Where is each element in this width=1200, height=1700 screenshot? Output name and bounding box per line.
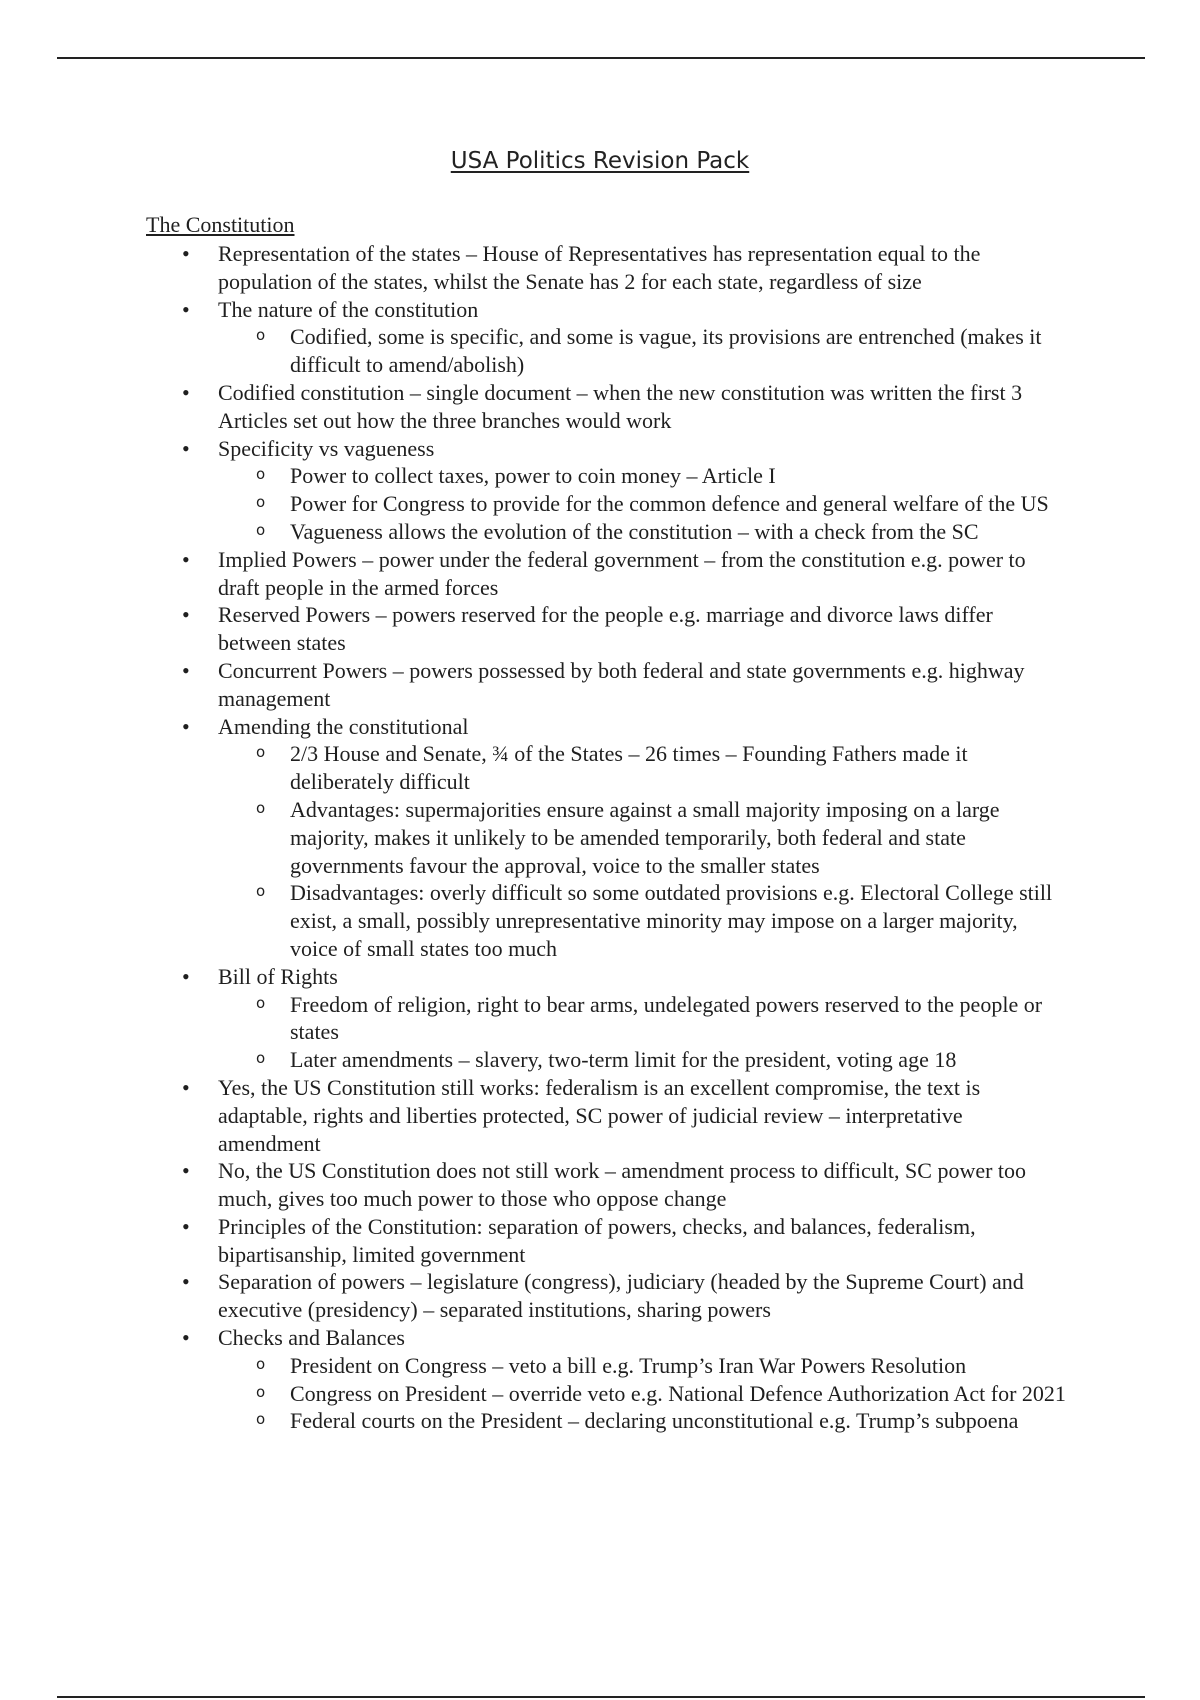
bullet-item [146, 296, 1066, 379]
bullet-text: Amending the constitutional [218, 713, 469, 739]
section-heading: The Constitution [146, 212, 295, 237]
sub-bullet-list [218, 740, 1066, 962]
sub-bullet-list [218, 1352, 1066, 1435]
sub-bullet-item: o Power for Congress to provide for the common defence and general welfare of the US [218, 490, 1066, 518]
bullet-text: Reserved Powers – powers reserved for the people e.g. marriage and divorce laws differ between states [218, 602, 993, 656]
bullet-text: Representation of the states – House of Representatives has representation equal to the population of the states, whilst the Senate has 2 for each state, regardless of size [218, 241, 981, 294]
bullet-item [146, 1324, 1066, 1435]
bullet-text: Principles of the Constitution: separation of powers, checks, and balances, federalism, bipartisanship, limited government [218, 1213, 976, 1267]
bullet-text: Implied Powers – power under the federal government – from the constitution e.g. power to draft people in the armed forces [218, 546, 1026, 600]
document-body [146, 240, 1066, 1435]
sub-bullet-item: o Later amendments – slavery, two-term limit for the president, voting age 18 [218, 1046, 1066, 1074]
bullet-text: The nature of the constitution [218, 296, 479, 322]
bullet-text: Specificity vs vagueness [218, 435, 435, 461]
sub-bullet-item: o Codified, some is specific, and some is vague, its provisions are entrenched (makes it difficult to amend/abolish) [218, 323, 1066, 379]
sub-bullet-item: o Disadvantages: overly difficult so some outdated provisions e.g. Electoral College still exist, a small, possibly unrepresentative minority may impose on a larger majority, voice of small states too much [218, 879, 1066, 962]
bullet-item [146, 1157, 1066, 1213]
bullet-item [146, 240, 1066, 296]
bullet-text: Yes, the US Constitution still works: federalism is an excellent compromise, the text is adaptable, rights and liberties protected, SC power of judicial review – interpretative amendment [218, 1074, 981, 1156]
bullet-text: Concurrent Powers – powers possessed by both federal and state governments e.g. highway management [218, 657, 1025, 711]
sub-bullet-item: o Power to collect taxes, power to coin money – Article I [218, 462, 1066, 490]
sub-bullet-item: o Advantages: supermajorities ensure against a small majority imposing on a large majority, makes it unlikely to be amended temporarily, both federal and state governments favour the approval, voice to the smaller states [218, 796, 1066, 879]
sub-bullet-item: o President on Congress – veto a bill e.g. Trump’s Iran War Powers Resolution [218, 1352, 1066, 1380]
bullet-item [146, 713, 1066, 963]
sub-bullet-list [218, 323, 1066, 379]
bullet-item [146, 601, 1066, 657]
sub-bullet-item: o 2/3 House and Senate, ¾ of the States – 26 times – Founding Fathers made it deliberately difficult [218, 740, 1066, 796]
bullet-list [146, 240, 1066, 1435]
footer-rule [57, 1696, 1145, 1698]
bullet-item [146, 435, 1066, 546]
sub-bullet-item: o Freedom of religion, right to bear arms, undelegated powers reserved to the people or states [218, 991, 1066, 1047]
bullet-item [146, 546, 1066, 602]
bullet-item [146, 657, 1066, 713]
bullet-item [146, 1268, 1066, 1324]
bullet-item [146, 1074, 1066, 1157]
bullet-item [146, 1213, 1066, 1269]
header-rule [57, 57, 1145, 59]
bullet-text: Separation of powers – legislature (congress), judiciary (headed by the Supreme Court) and executive (presidency) – separated institutions, sharing powers [218, 1269, 1024, 1323]
bullet-item [146, 379, 1066, 435]
sub-bullet-list [218, 991, 1066, 1074]
document-title: USA Politics Revision Pack [450, 148, 750, 174]
bullet-text: Codified constitution – single document – when the new constitution was written the first 3 Articles set out how the three branches would work [218, 379, 1023, 433]
sub-bullet-item: o Congress on President – override veto e.g. National Defence Authorization Act for 2021 [218, 1380, 1066, 1408]
sub-bullet-item: o Federal courts on the President – declaring unconstitutional e.g. Trump’s subpoena [218, 1407, 1066, 1435]
bullet-text: Bill of Rights [218, 963, 338, 989]
sub-bullet-list [218, 462, 1066, 545]
sub-bullet-item: o Vagueness allows the evolution of the constitution – with a check from the SC [218, 518, 1066, 546]
bullet-text: No, the US Constitution does not still work – amendment process to difficult, SC power too much, gives too much power to those who oppose change [218, 1158, 1027, 1212]
bullet-item [146, 963, 1066, 1074]
bullet-text: Checks and Balances [218, 1325, 405, 1351]
